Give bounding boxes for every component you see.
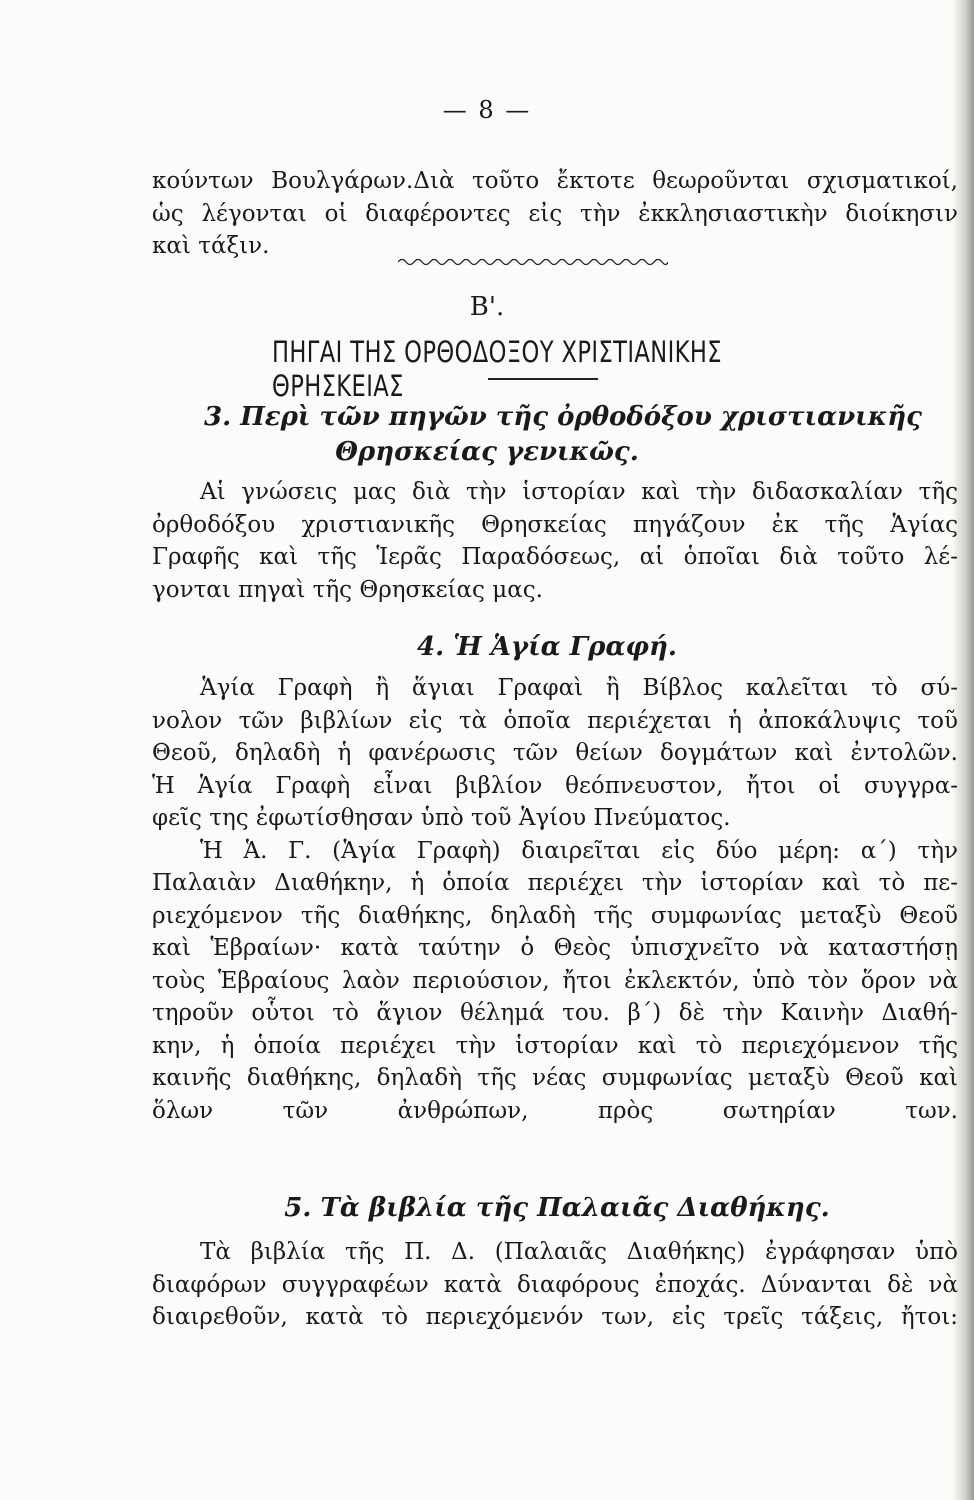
text-line: Τὰ βιβλία τῆς Π. Δ. (Παλαιᾶς Διαθήκης) ἐγράφησαν ὑπὸ [200,1239,958,1265]
wavy-divider [398,255,668,269]
paragraph-intro [152,165,958,263]
text-line: διαφόρων συγγραφέων κατὰ διαφόρους ἐποχάς. Δύνανται δὲ νὰ [152,1271,958,1298]
paragraph-3 [152,476,958,606]
paragraph-5 [152,1236,958,1334]
text-line: νολον τῶν βιβλίων εἰς τὰ ὁποῖα περιέχεται ἡ ἀποκάλυψις τοῦ [152,707,958,734]
paragraph-4 [152,672,958,1127]
text-line: κούντων Βουλγάρων.Διὰ τοῦτο ἔκτοτε θεωροῦνται σχισματικοί, [152,168,958,194]
title-rule [488,378,598,380]
heading-5: 5. Τὰ βιβλία τῆς Παλαιᾶς Διαθήκης. [284,1193,830,1223]
text-line: καινῆς διαθήκης, δηλαδὴ τῆς νέας συμφωνίας μεταξὺ Θεοῦ καὶ [152,1065,958,1091]
text-line: ὅλων τῶν ἀνθρώπων, πρὸς σωτηρίαν των. [152,1097,958,1124]
text-line: τοὺς Ἑβραίους λαὸν περιούσιον, ἤτοι ἐκλεκτόν, ὑπὸ τὸν ὅρον νὰ [152,967,958,994]
text-line: Γραφῆς καὶ τῆς Ἱερᾶς Παραδόσεως, αἱ ὁποῖαι διὰ τοῦτο λέ- [152,544,958,570]
text-line: ριεχόμενον τῆς διαθήκης, δηλαδὴ τῆς συμφωνίας μεταξὺ Θεοῦ [152,902,958,929]
text-line: Αἱ γνώσεις μας διὰ τὴν ἱστορίαν καὶ τὴν διδασκαλίαν τῆς [200,479,958,505]
heading-3-line-1: 3. Περὶ τῶν πηγῶν τῆς ὀρθοδόξου χριστιανικῆς [204,402,922,432]
text-line: Ἡ Ἁ. Γ. (Ἁγία Γραφὴ) διαιρεῖται εἰς δύο μέρη: α΄) τὴν [200,837,958,864]
text-line: καὶ Ἑβραίων· κατὰ ταύτην ὁ Θεὸς ὑπισχνεῖτο νὰ καταστήσῃ [152,935,958,961]
text-line: τηροῦν οὗτοι τὸ ἅγιον θέλημά του. β΄) δὲ τὴν Καινὴν Διαθή- [152,1000,958,1026]
section-title: ΠΗΓΑΙ ΤΗΣ ΟΡΘΟΔΟΞΟΥ ΧΡΙΣΤΙΑΝΙΚΗΣ ΘΡΗΣΚΕΙΑΣ [272,335,722,403]
text-line: ὡς λέγονται οἱ διαφέροντες εἰς τὴν ἐκκλησιαστικὴν διοίκησιν [152,200,958,227]
text-line: φεῖς της ἐφωτίσθησαν ὑπὸ τοῦ Ἁγίου Πνεύματος. [152,805,731,831]
section-letter: Β'. [469,292,505,322]
text-line: Παλαιὰν Διαθήκην, ἡ ὁποία περιέχει τὴν ἱστορίαν καὶ τὸ πε- [152,870,958,896]
text-line: κην, ἡ ὁποία περιέχει τὴν ἱστορίαν καὶ τὸ περιεχόμενον τῆς [152,1032,958,1059]
text-line: γονται πηγαὶ τῆς Θρησκείας μας. [152,576,543,603]
page-number: — 8 — [442,96,532,124]
text-line: Ἁγία Γραφὴ ἢ ἅγιαι Γραφαὶ ἢ Βίβλος καλεῖται τὸ σύ- [200,675,958,701]
text-line: ὀρθοδόξου χριστιανικῆς Θρησκείας πηγάζουν ἐκ τῆς Ἁγίας [152,511,958,538]
text-line: Ἡ Ἁγία Γραφὴ εἶναι βιβλίον θεόπνευστον, ἤτοι οἱ συγγρα- [152,772,958,799]
heading-4: 4. Ἡ Ἁγία Γραφή. [417,632,677,662]
heading-3-line-2: Θρησκείας γενικῶς. [335,437,639,467]
text-line: καὶ τάξιν. [152,233,270,259]
text-line: Θεοῦ, δηλαδὴ ἡ φανέρωσις τῶν θείων δογμάτων καὶ ἐντολῶν. [152,740,958,766]
text-line: διαιρεθοῦν, κατὰ τὸ περιεχόμενόν των, εἰς τρεῖς τάξεις, ἤτοι: [152,1304,958,1330]
